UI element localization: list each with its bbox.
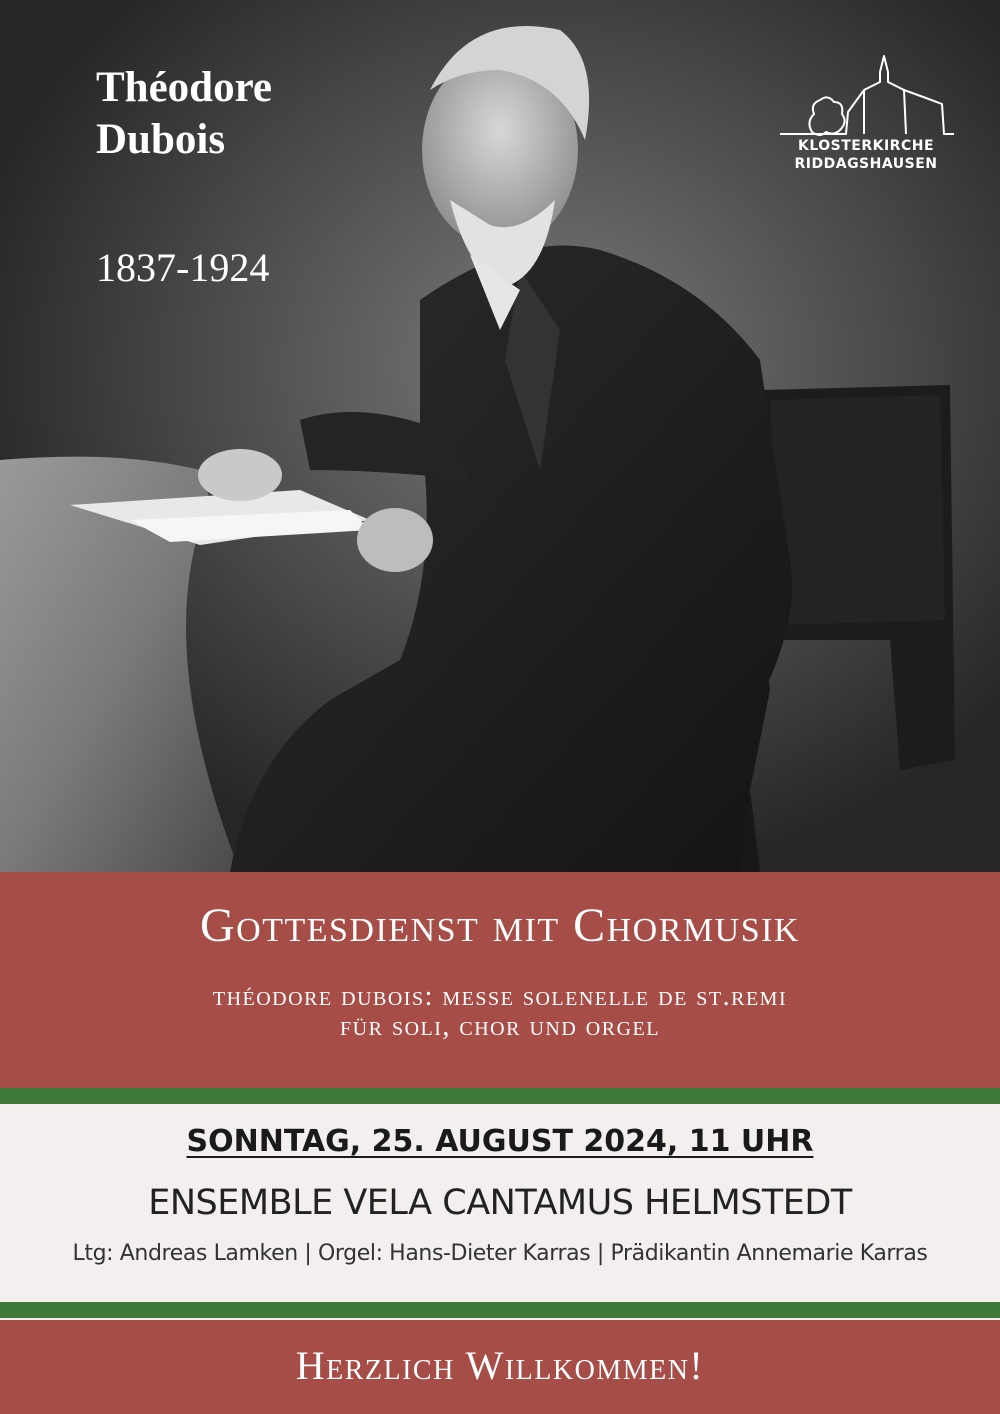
subtitle-line-1: théodore dubois: messe solenelle de st.remi bbox=[212, 981, 788, 1012]
logo-line-1: KLOSTERKIRCHE bbox=[797, 138, 935, 154]
composer-years: 1837-1924 bbox=[96, 245, 270, 290]
event-title: Gottesdienst mit Chormusik bbox=[199, 899, 800, 952]
event-date bbox=[0, 1120, 1000, 1164]
event-subtitle bbox=[0, 982, 1000, 1042]
green-stripe-bottom bbox=[0, 1302, 1000, 1318]
credits-line: Ltg: Andreas Lamken | Orgel: Hans-Dieter Karras | Prädikantin Annemarie Karras bbox=[72, 1241, 928, 1266]
welcome-text: Herzlich Willkommen! bbox=[295, 1343, 705, 1388]
ensemble-name: ENSEMBLE VELA CANTAMUS HELMSTEDT bbox=[148, 1183, 852, 1223]
composer-first-name: Théodore bbox=[96, 64, 272, 111]
church-logo-text bbox=[776, 137, 956, 173]
event-date-text: SONNTAG, 25. AUGUST 2024, 11 UHR bbox=[186, 1124, 814, 1159]
subtitle-line-2: für soli, chor und orgel bbox=[340, 1011, 660, 1042]
logo-line-2: RIDDAGSHAUSEN bbox=[794, 156, 938, 172]
green-stripe-top bbox=[0, 1088, 1000, 1104]
composer-last-name: Dubois bbox=[96, 116, 226, 163]
composer-name bbox=[96, 62, 396, 166]
